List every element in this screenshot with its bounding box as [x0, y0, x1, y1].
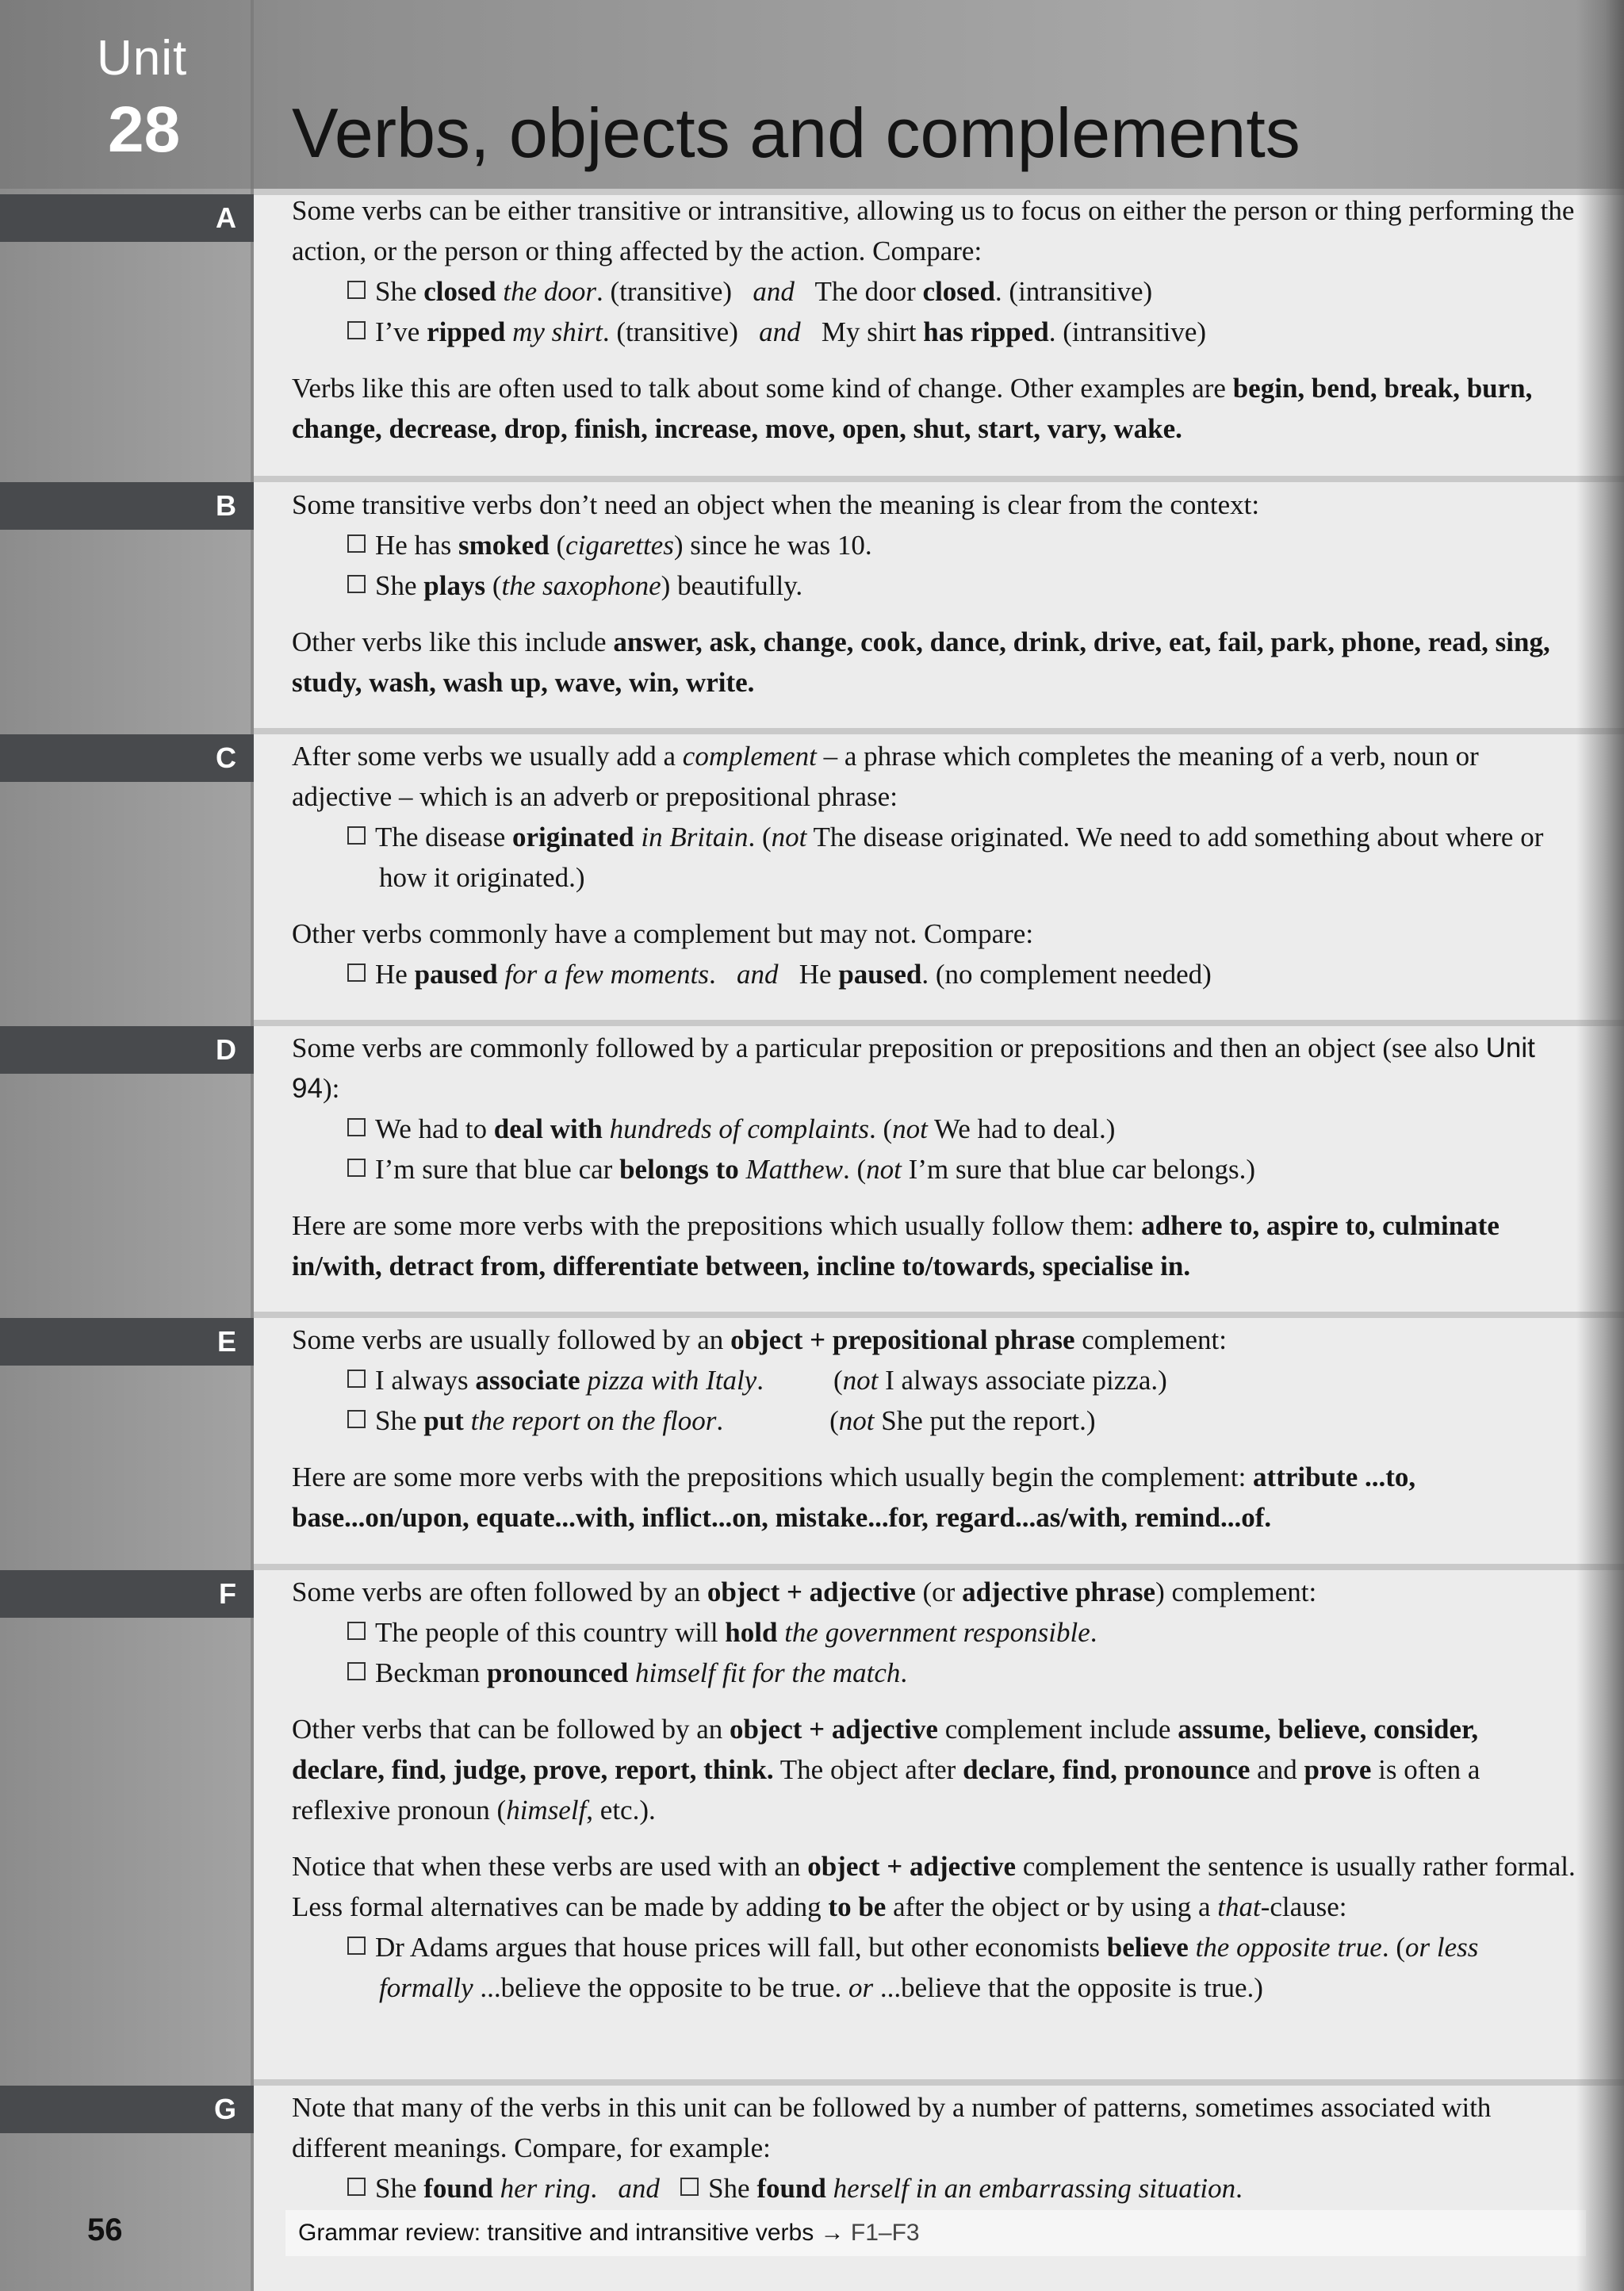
grammar-review-bar — [285, 2210, 1586, 2256]
section-bar-b — [0, 482, 254, 530]
checkbox-bullet-icon — [347, 2178, 366, 2196]
section-g-body — [292, 2087, 1576, 2209]
example: She put the report on the floor. (not She put the report.) — [292, 1400, 1576, 1441]
section-rule — [254, 1020, 1624, 1026]
section-letter: C — [216, 741, 236, 774]
section-letter: A — [216, 201, 236, 234]
example: She plays (the saxophone) beautifully. — [292, 565, 1576, 606]
checkbox-bullet-icon — [347, 1159, 366, 1177]
section-bar-f — [0, 1570, 254, 1618]
checkbox-bullet-icon — [347, 1370, 366, 1388]
section-bar-e — [0, 1318, 254, 1366]
sidebar — [0, 0, 254, 2291]
paragraph: Here are some more verbs with the prepositions which usually begin the complement: attribute ...to, base...on/upon, equate...with, inflict...on, mistake...for, regard...as/with, remind...of. — [292, 1462, 1416, 1533]
paragraph: Some transitive verbs don’t need an object when the meaning is clear from the context: — [292, 489, 1260, 520]
paragraph: Note that many of the verbs in this unit can be followed by a number of patterns, sometimes associated with different meanings. Compare, for example: — [292, 2092, 1492, 2163]
example: Beckman pronounced himself fit for the match. — [292, 1653, 1576, 1693]
example: We had to deal with hundreds of complaints. (not We had to deal.) — [292, 1109, 1576, 1149]
section-bar-a — [0, 194, 254, 242]
section-rule — [254, 2079, 1624, 2086]
example: The disease originated in Britain. (not The disease originated. We need to add something about where or how it originated.) — [292, 817, 1576, 898]
grammar-review-text: Grammar review: transitive and intransitive verbs → — [298, 2220, 845, 2246]
section-bar-d — [0, 1026, 254, 1074]
section-rule — [254, 1564, 1624, 1570]
section-bar-g — [0, 2086, 254, 2133]
section-letter: F — [219, 1577, 236, 1610]
paragraph: Some verbs can be either transitive or intransitive, allowing us to focus on either the person or thing performing the action, or the person or thing affected by the action. Compare: — [292, 195, 1575, 266]
paragraph: Notice that when these verbs are used with an object + adjective complement the sentence is usually rather formal. Less formal alternatives can be made by adding to be after the object or by using a that-clause: — [292, 1851, 1576, 1922]
unit-number: 28 — [108, 94, 181, 166]
checkbox-bullet-icon — [680, 2178, 699, 2196]
example: He paused for a few moments. and He paused. (no complement needed) — [292, 954, 1576, 994]
example: He has smoked (cigarettes) since he was 10. — [292, 525, 1576, 565]
section-letter: D — [216, 1033, 236, 1066]
section-b-body — [292, 485, 1576, 703]
section-f-body — [292, 1572, 1576, 2008]
example: Dr Adams argues that house prices will fall, but other economists believe the opposite true. (or less formally ...believe the opposite to be true. or ...believe that the opposite is true.) — [292, 1927, 1576, 2008]
section-d-body — [292, 1028, 1576, 1286]
page-title: Verbs, objects and complements — [292, 94, 1300, 172]
section-rule — [254, 728, 1624, 734]
paragraph: Other verbs commonly have a complement but may not. Compare: — [292, 918, 1034, 949]
paragraph: Some verbs are commonly followed by a particular preposition or prepositions and then an object (see also Unit 94): — [292, 1032, 1535, 1104]
page-edge-shadow — [1576, 0, 1624, 2291]
example: She found her ring. and She found herself in an embarrassing situation. — [292, 2168, 1576, 2209]
example: I’ve ripped my shirt. (transitive) and My shirt has ripped. (intransitive) — [292, 312, 1576, 352]
example: I always associate pizza with Italy. (not I always associate pizza.) — [292, 1360, 1576, 1400]
checkbox-bullet-icon — [347, 1410, 366, 1428]
section-c-body — [292, 736, 1576, 994]
unit-label: Unit — [97, 31, 188, 86]
checkbox-bullet-icon — [347, 281, 366, 299]
section-letter: G — [213, 2093, 236, 2125]
section-bar-c — [0, 734, 254, 782]
checkbox-bullet-icon — [347, 534, 366, 553]
checkbox-bullet-icon — [347, 321, 366, 339]
checkbox-bullet-icon — [347, 1662, 366, 1680]
paragraph: Other verbs that can be followed by an object + adjective complement include assume, believe, consider, declare, find, judge, prove, report, think. The object after declare, find, pronounce and prove is often a reflexive pronoun (himself, etc.). — [292, 1714, 1480, 1826]
paragraph: Here are some more verbs with the prepositions which usually follow them: adhere to, aspire to, culminate in/with, detract from, differentiate between, incline to/towards, specialise in. — [292, 1210, 1500, 1282]
example: She closed the door. (transitive) and The door closed. (intransitive) — [292, 271, 1576, 312]
section-letter: B — [216, 489, 236, 522]
page-number: 56 — [87, 2212, 123, 2247]
sidebar-divider — [251, 0, 254, 2291]
example: The people of this country will hold the government responsible. — [292, 1612, 1576, 1653]
checkbox-bullet-icon — [347, 1937, 366, 1955]
checkbox-bullet-icon — [347, 964, 366, 982]
section-rule — [254, 1312, 1624, 1318]
checkbox-bullet-icon — [347, 1622, 366, 1640]
section-e-body — [292, 1320, 1576, 1538]
checkbox-bullet-icon — [347, 1118, 366, 1136]
paragraph: After some verbs we usually add a complement – a phrase which completes the meaning of a verb, noun or adjective – which is an adverb or prepositional phrase: — [292, 741, 1479, 812]
paragraph: Some verbs are usually followed by an object + prepositional phrase complement: — [292, 1324, 1227, 1355]
checkbox-bullet-icon — [347, 575, 366, 593]
paragraph: Some verbs are often followed by an object + adjective (or adjective phrase) complement: — [292, 1576, 1317, 1607]
checkbox-bullet-icon — [347, 826, 366, 845]
section-letter: E — [216, 1325, 236, 1358]
section-a-body — [292, 190, 1576, 449]
grammar-review-reference: F1–F3 — [850, 2220, 920, 2246]
section-rule — [254, 476, 1624, 482]
paragraph: Other verbs like this include answer, ask, change, cook, dance, drink, drive, eat, fail, park, phone, read, sing, study, wash, wash up, wave, win, write. — [292, 626, 1550, 698]
example: I’m sure that blue car belongs to Matthew. (not I’m sure that blue car belongs.) — [292, 1149, 1576, 1190]
paragraph: Verbs like this are often used to talk about some kind of change. Other examples are begin, bend, break, burn, change, decrease, drop, finish, increase, move, open, shut, start, vary, wake. — [292, 373, 1533, 444]
